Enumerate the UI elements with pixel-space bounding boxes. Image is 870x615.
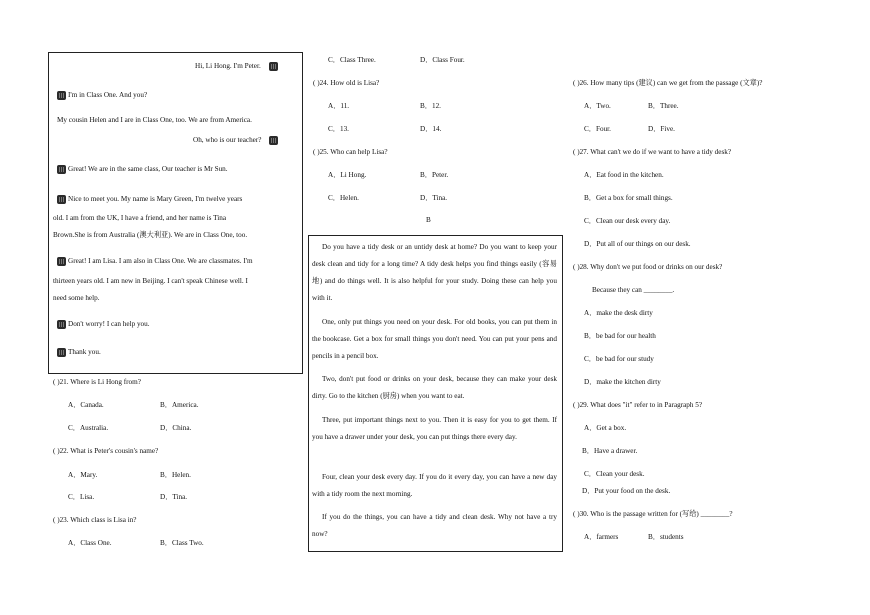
option-26d: D．Five. <box>648 125 675 133</box>
speaker-icon <box>57 257 66 266</box>
option-25d: D．Tina. <box>420 194 448 202</box>
question-21: ( )21. Where is Li Hong from? <box>53 378 141 386</box>
option-22b: B．Helen. <box>160 471 191 479</box>
option-29a: A．Get a box. <box>584 424 627 432</box>
option-21b: B．America. <box>160 401 199 409</box>
speaker-icon <box>57 320 66 329</box>
passage-paragraph-6: If you do the things, you can have a tidy and clean desk. Why not have a try now? <box>312 513 557 538</box>
option-21c: C．Australia. <box>68 424 109 432</box>
dialogue-line8-wrap <box>57 348 101 357</box>
speaker-icon <box>57 91 66 100</box>
option-30a: A．farmers <box>584 533 619 541</box>
option-29d: D．Put your food on the desk. <box>582 487 671 495</box>
dialogue-line3b: Oh, who is our teacher? <box>193 136 262 145</box>
option-25c: C．Helen. <box>328 194 359 202</box>
option-22d: D．Tina. <box>160 493 188 501</box>
option-27d: D．Put all of our things on our desk. <box>584 240 691 248</box>
option-28a: A．make the desk dirty <box>584 309 653 317</box>
speaker-icon <box>57 165 66 174</box>
option-29b: B．Have a drawer. <box>582 447 638 455</box>
dialogue-line5c: Brown.She is from Australia (澳大利亚). We are in Class One, too. <box>53 231 248 239</box>
question-23: ( )23. Which class is Lisa in? <box>53 516 137 524</box>
option-22a: A．Mary. <box>68 471 98 479</box>
dialogue-line8: Thank you. <box>68 348 101 357</box>
option-23d: D．Class Four. <box>420 56 465 64</box>
question-28: ( )28. Why don't we put food or drinks on our desk? <box>573 263 723 271</box>
passage-paragraph-1: Do you have a tidy desk or an untidy desk at home? Do you want to keep your desk clean and tidy for a long time? A tidy desk helps you find things easily (容易地) and do things well. It is also helpful for your study. Doing these can help you with it. <box>312 243 557 302</box>
option-21d: D．China. <box>160 424 192 432</box>
dialogue-line5a-wrap <box>57 195 242 204</box>
option-22c: C．Lisa. <box>68 493 95 501</box>
dialogue-line6a: Great! I am Lisa. I am also in Class One. We are classmates. I'm <box>68 257 253 266</box>
option-27c: C．Clean our desk every day. <box>584 217 671 225</box>
dialogue-line3a: My cousin Helen and I are in Class One, too. We are from America. <box>57 116 252 124</box>
option-24b: B．12. <box>420 102 441 110</box>
speaker-icon <box>269 136 278 145</box>
question-25: ( )25. Who can help Lisa? <box>313 148 388 156</box>
option-21a: A．Canada. <box>68 401 104 409</box>
question-30: ( )30. Who is the passage written for (写给) ________? <box>573 510 733 518</box>
passage-paragraph-5: Four, clean your desk every day. If you do it every day, you can have a new day with a tidy room the next morning. <box>312 473 557 498</box>
question-29: ( )29. What does "it" refer to in Paragraph 5? <box>573 401 703 409</box>
dialogue-line6a-wrap <box>57 257 253 266</box>
dialogue-line-lihong <box>57 91 147 100</box>
option-28d: D．make the kitchen dirty <box>584 378 661 386</box>
option-25b: B．Peter. <box>420 171 449 179</box>
option-28b: B．be bad for our health <box>584 332 656 340</box>
speaker-icon <box>269 62 278 71</box>
question-22: ( )22. What is Peter's cousin's name? <box>53 447 159 455</box>
option-23c: C．Class Three. <box>328 56 376 64</box>
passage-paragraph-3: Two, don't put food or drinks on your desk, because they can make your desk dirty. Go to the kitchen (厨房) when you want to eat. <box>312 375 557 400</box>
passage-paragraph-4: Three, put important things next to you. Then it is easy for you to get them. If you have a drawer under your desk, you can put things there every day. <box>312 416 557 441</box>
option-26c: C．Four. <box>584 125 611 133</box>
option-27a: A．Eat food in the kitchen. <box>584 171 664 179</box>
question-26: ( )26. How many tips (建议) can we get from the passage (文章)? <box>573 79 763 87</box>
speaker-icon <box>57 348 66 357</box>
dialogue-line5b: old. I am from the UK, I have a friend, and her name is Tina <box>53 214 227 222</box>
dialogue-line2: I'm in Class One. And you? <box>68 91 148 100</box>
dialogue-line1: Hi, Li Hong. I'm Peter. <box>195 62 261 71</box>
option-25a: A．Li Hong. <box>328 171 367 179</box>
option-26a: A．Two. <box>584 102 611 110</box>
dialogue-line7: Don't worry! I can help you. <box>68 320 150 329</box>
dialogue-line6c: need some help. <box>53 294 100 302</box>
dialogue-line-peter <box>195 62 280 71</box>
option-24a: A．11. <box>328 102 350 110</box>
option-28c: C．be bad for our study <box>584 355 654 363</box>
option-23b: B．Class Two. <box>160 539 204 547</box>
option-23a: A．Class One. <box>68 539 112 547</box>
option-26b: B．Three. <box>648 102 679 110</box>
dialogue-line5a: Nice to meet you. My name is Mary Green, I'm twelve years <box>68 195 243 204</box>
section-label: B <box>426 216 431 224</box>
option-24d: D．14. <box>420 125 442 133</box>
question-28-stem: Because they can ________. <box>592 286 675 294</box>
option-27b: B．Get a box for small things. <box>584 194 673 202</box>
dialogue-line4-wrap <box>57 165 228 174</box>
dialogue-line4: Great! We are in the same class, Our teacher is Mr Sun. <box>68 165 228 174</box>
dialogue-line6b: thirteen years old. I am new in Beijing. I can't speak Chinese well. I <box>53 277 248 285</box>
passage-paragraph-2: One, only put things you need on your desk. For old books, you can put them in the bookcase. Get a box for small things you don't need. You can put your pens and pencils in a pencil box. <box>312 318 557 360</box>
option-29c: C．Clean your desk. <box>584 470 645 478</box>
question-24: ( )24. How old is Lisa? <box>313 79 380 87</box>
option-30b: B．students <box>648 533 684 541</box>
dialogue-line7-wrap <box>57 320 150 329</box>
dialogue-line3b-wrap <box>193 136 280 145</box>
question-27: ( )27. What can't we do if we want to have a tidy desk? <box>573 148 732 156</box>
speaker-icon <box>57 195 66 204</box>
option-24c: C．13. <box>328 125 349 133</box>
